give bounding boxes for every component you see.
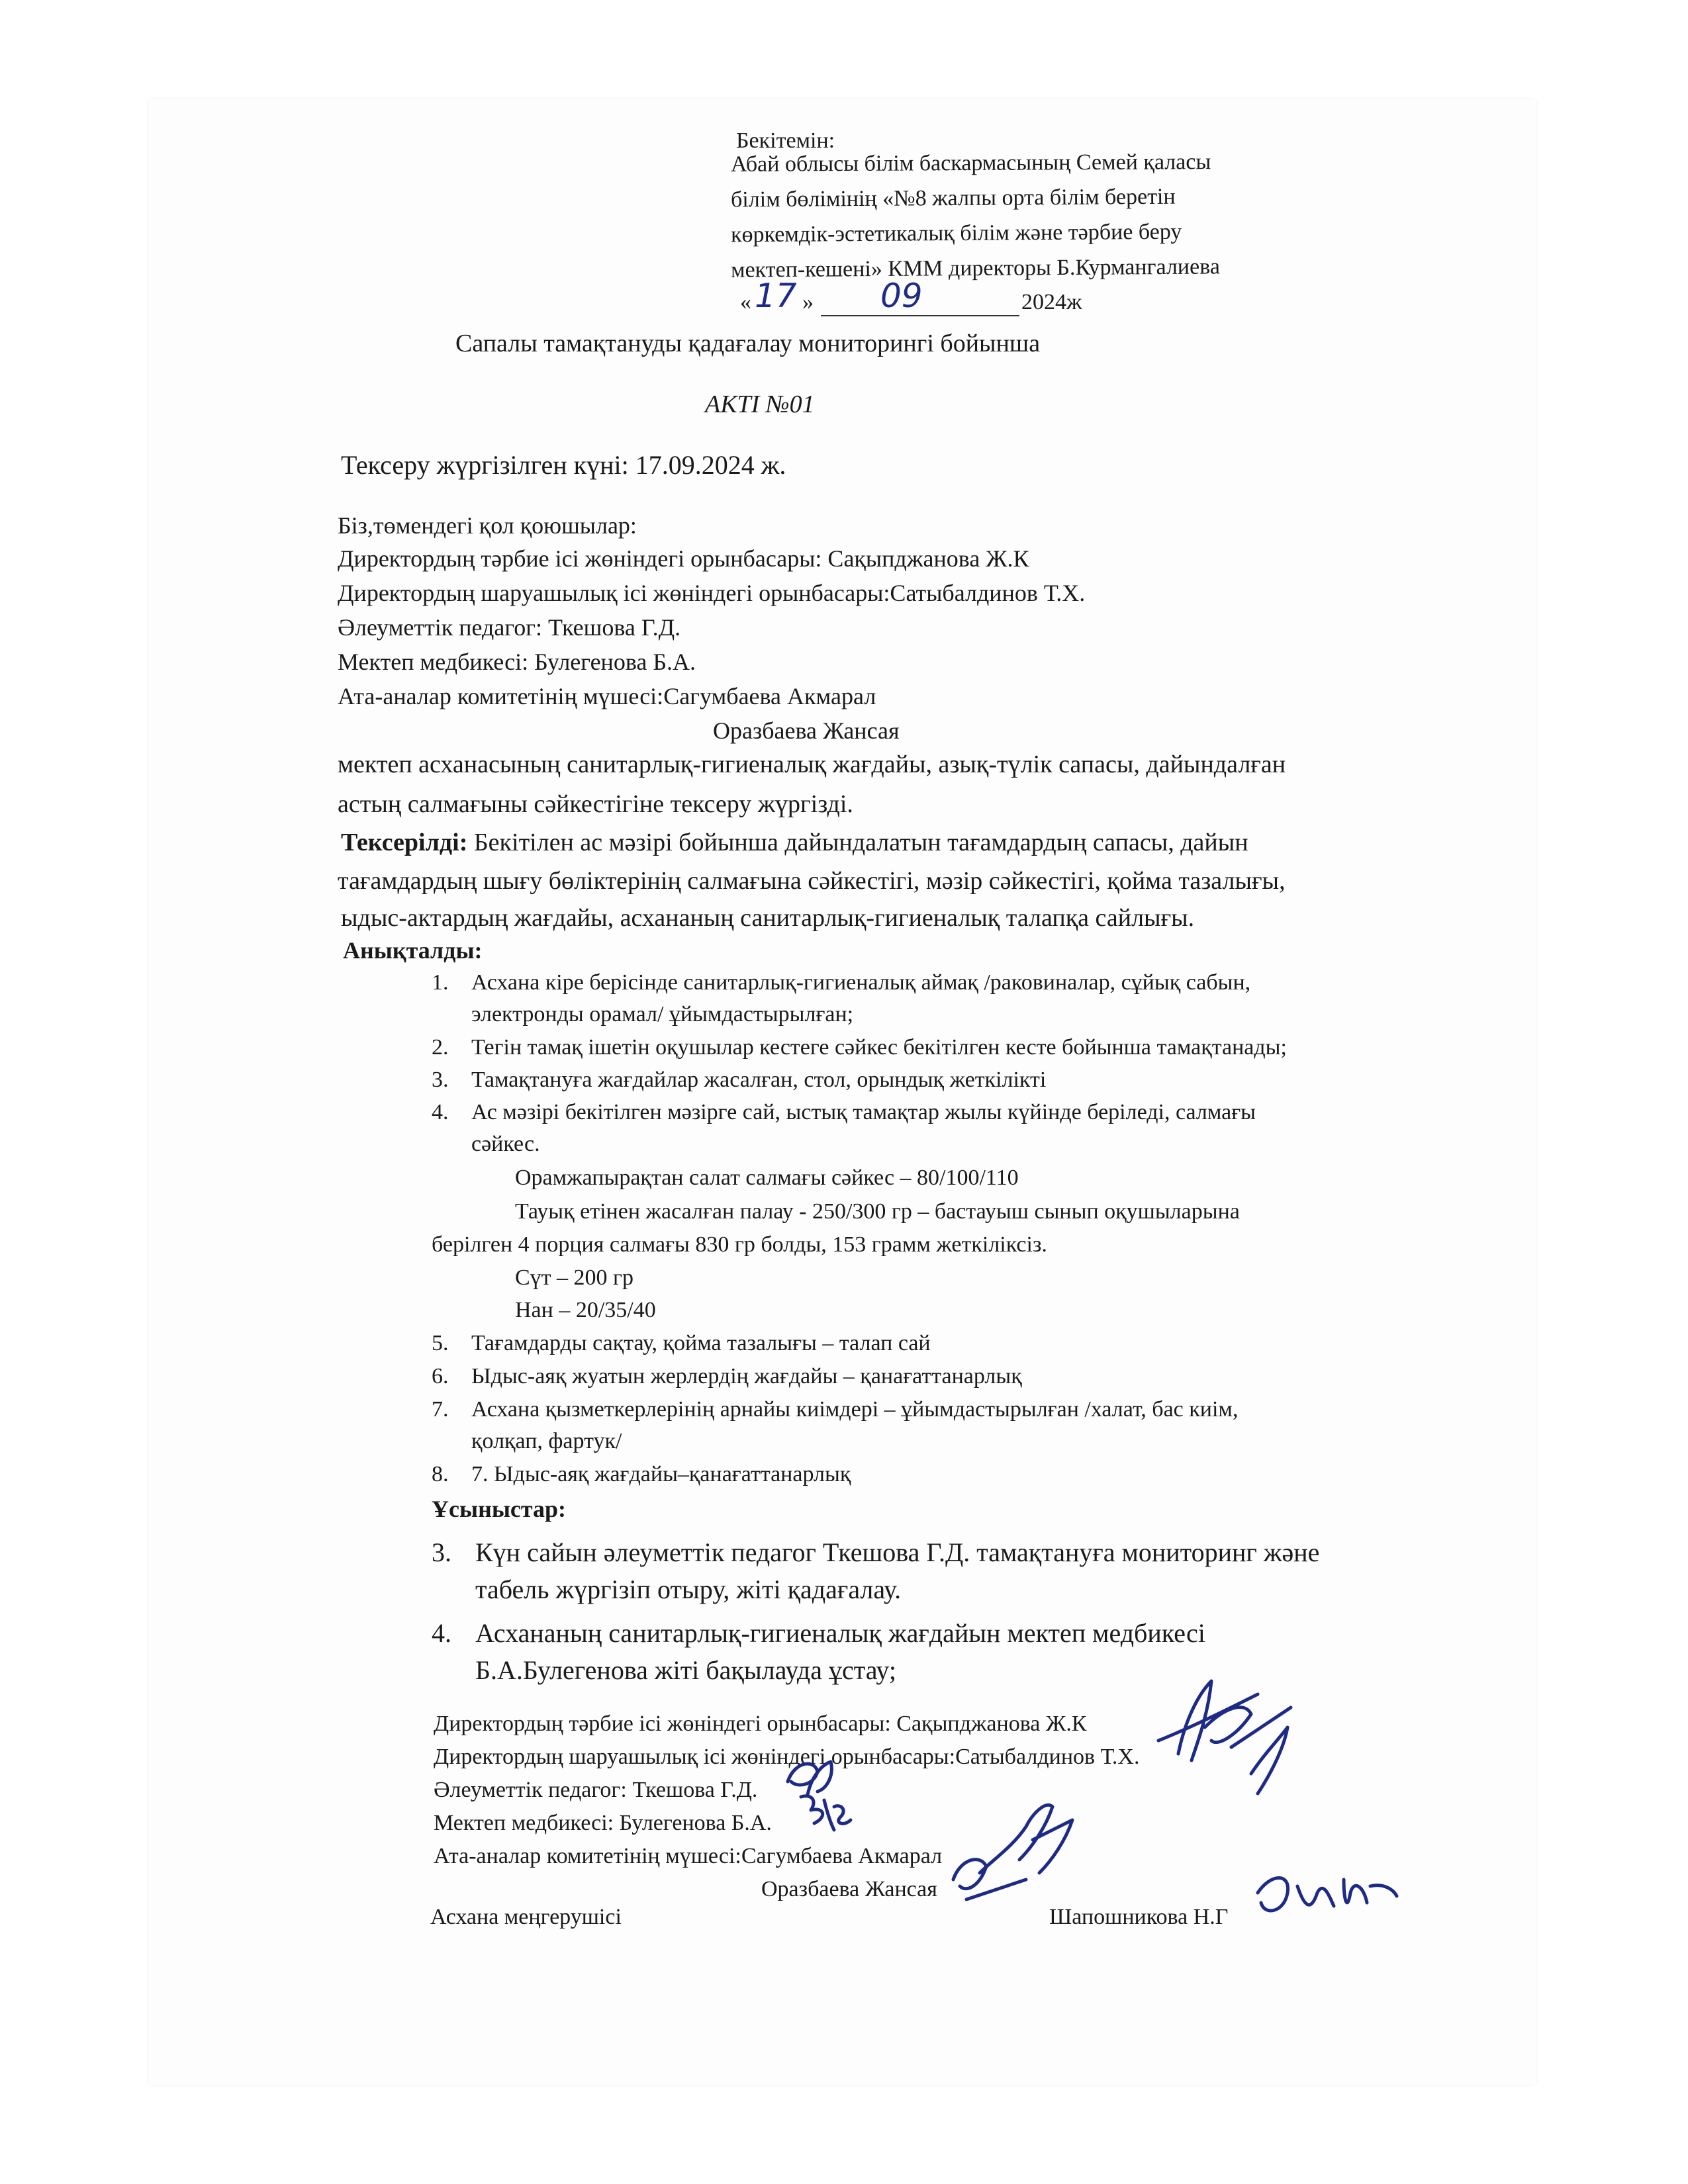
canteen-head-label: Асхана меңгерушісі [430,1905,622,1929]
approval-date-day: 17 [755,277,797,315]
checked-paragraph [341,825,1248,860]
finding-number: 5. [432,1331,449,1355]
signatory-line: Ата-аналар комитетінің мүшесі:Сагумбаева Акмарал [338,683,876,709]
detail-line: Нан – 20/35/40 [515,1298,656,1322]
recommend-text: Асхананың санитарлық-гигиеналық жағдайын мектеп медбикесі [475,1618,1205,1648]
footer-signatory: Әлеуметтік педагог: Ткешова Г.Д. [434,1778,758,1802]
date-underline [821,315,1019,316]
signature-nurse [794,1787,854,1840]
found-label: Анықталды: [343,937,483,964]
signatories-intro: Біз,төмендегі қол қоюшылар: [338,512,637,539]
finding-text: 7. Ыдыс-аяқ жағдайы–қанағаттанарлық [471,1462,851,1486]
approval-line: мектеп-кешені» КММ директоры Б.Курмангалиева [730,254,1220,283]
finding-text: электронды орамал/ ұйымдастырылған; [471,1002,854,1026]
footer-extra: Оразбаева Жансая [761,1877,937,1901]
checked-text: Бекітілен ас мәзірі бойынша дайындалатын тағамдардың сапасы, дайын [467,829,1248,856]
detail-line: Сүт – 200 гр [515,1265,633,1290]
signatory-line: Әлеуметтік педагог: Ткешова Г.Д. [338,614,681,641]
finding-number: 7. [432,1397,449,1422]
detail-line: берілген 4 порция салмағы 830 гр болды, 153 грамм жеткіліксіз. [432,1232,1047,1257]
approval-date-year: 2024ж [1021,290,1082,314]
footer-signatory: Директордың тәрбие ісі жөніндегі орынбасары: Сақыпджанова Ж.К [434,1711,1087,1736]
finding-number: 1. [432,970,449,995]
finding-text: қолқап, фартук/ [471,1429,622,1453]
approval-line: білім бөлімінің «№8 жалпы орта білім беретін [730,184,1176,212]
footer-signatory: Директордың шаруашылық ісі жөніндегі орынбасары:Сатыбалдинов Т.Х. [434,1745,1140,1769]
finding-text: Тамақтануға жағдайлар жасалған, стол, орындық жеткілікті [471,1068,1047,1092]
signatory-line: Директордың тәрбие ісі жөніндегі орынбасары: Сақыпджанова Ж.К [338,545,1029,572]
approval-date-close: » [802,290,814,314]
signature-deputy-upbringing [1152,1668,1311,1800]
recommend-text: Күн сайын әлеуметтік педагог Ткешова Г.Д. тамақтануға мониторинг және [475,1537,1320,1567]
approval-line: Абай облысы білім баскармасының Семей қаласы [730,150,1211,177]
finding-text: Тағамдарды сақтау, қойма тазалығы – талап сай [471,1331,931,1355]
act-title: АКТІ №01 [705,390,815,418]
finding-number: 2. [432,1035,449,1060]
canteen-head-name: Шапошникова Н.Г [1049,1905,1229,1929]
footer-signatory: Мектеп медбикесі: Булегенова Б.А. [434,1811,772,1835]
purpose-line: астың салмағыны сәйкестігіне тексеру жүргізді. [338,790,853,818]
detail-line: Тауық етінен жасалған палау - 250/300 гр – бастауыш сынып оқушыларына [515,1199,1240,1224]
finding-number: 3. [432,1068,449,1092]
signature-parent-committee [940,1787,1086,1919]
finding-text: Асхана қызметкерлерінің арнайы киімдері – ұйымдастырылған /халат, бас киім, [471,1397,1239,1422]
signatory-extra: Оразбаева Жансая [713,717,900,744]
finding-number: 8. [432,1462,449,1486]
signatory-line: Директордың шаруашылық ісі жөніндегі орынбасары:Сатыбалдинов Т.Х. [338,580,1086,606]
recommend-text: табель жүргізіп отыру, жіті қадағалау. [475,1574,902,1604]
finding-number: 4. [432,1100,449,1124]
inspection-date: Тексеру жүргізілген күні: 17.09.2024 ж. [341,450,786,480]
approval-title: Бекітемін: [736,128,835,153]
document-subject: Сапалы тамақтануды қадағалау мониторингі бойынша [455,330,1041,357]
detail-line: Орамжапырақтан салат салмағы сәйкес – 80/100/110 [515,1165,1019,1190]
recommend-label: Ұсыныстар: [432,1496,567,1522]
finding-text: сәйкес. [471,1132,540,1156]
checked-line: ыдыс-актардың жағдайы, асхананың санитарлық-гигиеналық талапқа сайлығы. [341,904,1195,932]
recommend-number: 3. [432,1537,451,1567]
finding-text: Тегін тамақ ішетін оқушылар кестеге сәйкес бекітілген кесте бойынша тамақтанады; [471,1035,1287,1060]
finding-text: Ыдыс-аяқ жуатын жерлердің жағдайы – қанағаттанарлық [471,1364,1022,1388]
checked-line: тағамдардың шығу бөліктерінің салмағына сәйкестігі, мәзір сәйкестігі, қойма тазалығы, [338,867,1286,895]
finding-number: 6. [432,1364,449,1388]
signature-canteen-head [1251,1866,1403,1933]
approval-line: көркемдік-эстетикалық білім және тәрбие беру [730,219,1182,248]
approval-date-month: 09 [880,277,923,315]
recommend-text: Б.А.Булегенова жіті бақылауда ұстау; [475,1655,896,1685]
checked-label: Тексерілді: [341,829,468,856]
footer-signatory: Ата-аналар комитетінің мүшесі:Сагумбаева Акмарал [434,1844,943,1868]
purpose-line: мектеп асханасының санитарлық-гигиеналық жағдайы, азық-түлік сапасы, дайындалған [338,751,1286,778]
approval-date-open: « [740,290,751,314]
signatory-line: Мектеп медбикесі: Булегенова Б.А. [338,649,696,675]
finding-text: Асхана кіре берісінде санитарлық-гигиеналық аймақ /раковиналар, сұйық сабын, [471,970,1251,995]
finding-text: Ас мәзірі бекітілген мәзірге сай, ыстық тамақтар жылы күйінде беріледі, салмағы [471,1100,1256,1124]
recommend-number: 4. [432,1618,451,1648]
